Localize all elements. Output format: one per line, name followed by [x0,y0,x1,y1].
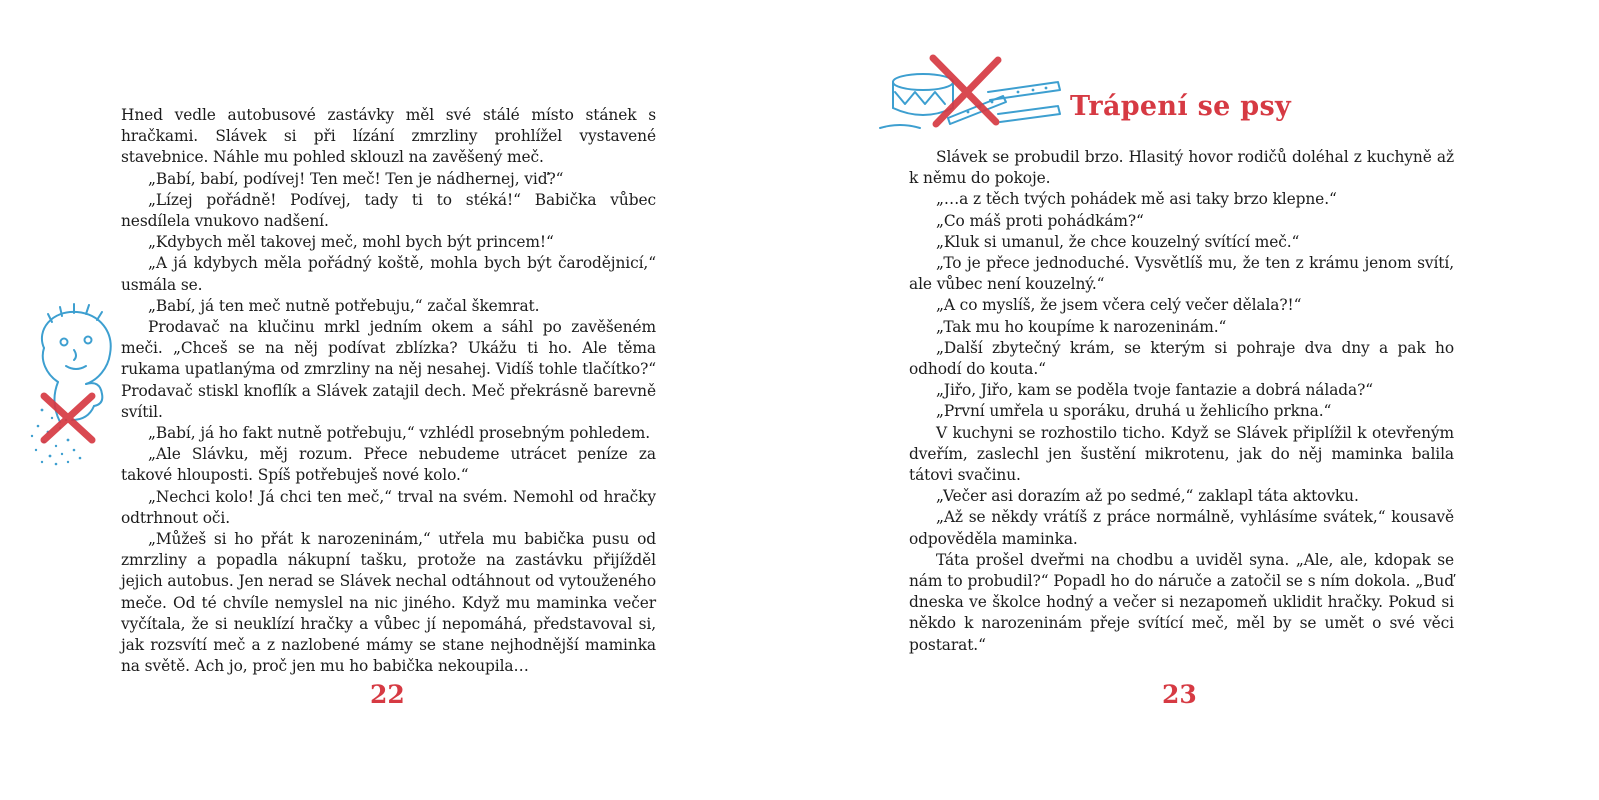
paragraph: „Další zbytečný krám, se kterým si pohraje dva dny a pak ho odhodí do kouta.“ [909,338,1454,379]
paragraph: „Babí, já ten meč nutně potřebuju,“ začal škemrat. [148,296,540,315]
paragraph: „Můžeš si ho přát k narozeninám,“ utřela mu babička pusu od zmrzliny a popadla nákupní tašku, protože na zastávku přijížděl jejich autobus. Jen nerad se Slávek nechal odtáhnout od vytouženého meče. Od té chvíle nemyslel na nic jiného. Když mu maminka večer vyčítala, že si neuklízí hračky a vůbec jí nepomáhá, představoval si, jak rozsvítí meč a z nazlobené mámy se stane nejhodnější maminka na světě. Ach jo, proč jen mu ho babička nekoupila… [121,530,656,676]
left-page-text [121,105,656,677]
page-number: 23 [1162,680,1197,709]
paragraph: Slávek se probudil brzo. Hlasitý hovor rodičů doléhal z kuchyně až k němu do pokoje. [909,148,1454,188]
paragraph: V kuchyni se rozhostilo ticho. Když se Slávek připlížil k otevřeným dveřím, zaslechl jen šustění mikrotenu, jak do něj maminka balila tátovi svačinu. [909,423,1454,485]
paragraph: Táta prošel dveřmi na chodbu a uviděl syna. „Ale, ale, kdopak se nám to probudil?“ Popadl ho do náruče a zatočil se s ním dokola. „Buď dneska ve školce hodný a večer si nezapomeň uklidit hračky. Pokud si někdo k narozeninám přeje svítící meč, měl by se umět o své věci postarat.“ [909,550,1454,654]
chapter-title: Trápení se psy [1070,91,1291,122]
paragraph: Hned vedle autobusové zastávky měl své stálé místo stánek s hračkami. Slávek si při lízání zmrzliny prohlížel vystavené stavebnice. Náhle mu pohled sklouzl na zavěšený meč. [121,106,656,167]
paragraph: „Kdybych měl takovej meč, mohl bych být princem!“ [148,233,554,252]
boy-illustration [22,300,132,470]
paragraph: „Co máš proti pohádkám?“ [936,211,1144,230]
paragraph: „Večer asi dorazím až po sedmé,“ zaklapl táta aktovku. [936,487,1359,506]
paragraph: „Lízej pořádně! Podívej, tady ti to stéká!“ Babička vůbec nesdílela vnukovo nadšení. [121,190,656,231]
paragraph: „Nechci kolo! Já chci ten meč,“ trval na svém. Nemohl od hračky odtrhnout oči. [121,487,656,527]
paragraph: „…a z těch tvých pohádek mě asi taky brzo klepne.“ [936,190,1337,209]
paragraph: „Až se někdy vrátíš z práce normálně, vyhlásíme svátek,“ kousavě odpověděla maminka. [909,508,1454,548]
paragraph: „To je přece jednoduché. Vysvětlíš mu, že ten z krámu jenom svítí, ale vůbec není kouzelný.“ [909,254,1454,294]
paragraph: „A co myslíš, že jsem včera celý večer dělala?!“ [936,296,1302,315]
right-page-text [909,147,1454,656]
paragraph: „Babí, babí, podívej! Ten meč! Ten je nádhernej, viď?“ [148,169,564,188]
left-page [0,0,799,800]
paragraph: „Jiřo, Jiřo, kam se poděla tvoje fantazie a dobrá nálada?“ [936,381,1374,400]
paragraph: „Tak mu ho koupíme k narozeninám.“ [936,317,1227,336]
right-page [800,0,1599,800]
page-number: 22 [370,680,405,709]
paragraph: „Babí, já ho fakt nutně potřebuju,“ vzhlédl prosebným pohledem. [148,424,651,443]
paragraph: „Kluk si umanul, že chce kouzelný svítící meč.“ [936,232,1300,251]
paragraph: „První umřela u sporáku, druhá u žehlicího prkna.“ [936,402,1332,421]
toys-illustration [878,52,1078,147]
paragraph: Prodavač na klučinu mrkl jedním okem a sáhl po zavěšeném meči. „Chceš se na něj podívat zblízka? Ukážu ti ho. Ale těma rukama upatlanýma od zmrzliny na něj nesahej. Vidíš tohle tlačítko?“ Prodavač stiskl knoflík a Slávek zatajil dech. Meč překrásně barevně svítil. [121,318,656,421]
paragraph: „A já kdybych měla pořádný koště, mohla bych být čarodějnicí,“ usmála se. [121,254,656,294]
paragraph: „Ale Slávku, měj rozum. Přece nebudeme utrácet peníze za takové hlouposti. Spíš potřebuješ nové kolo.“ [121,445,656,485]
